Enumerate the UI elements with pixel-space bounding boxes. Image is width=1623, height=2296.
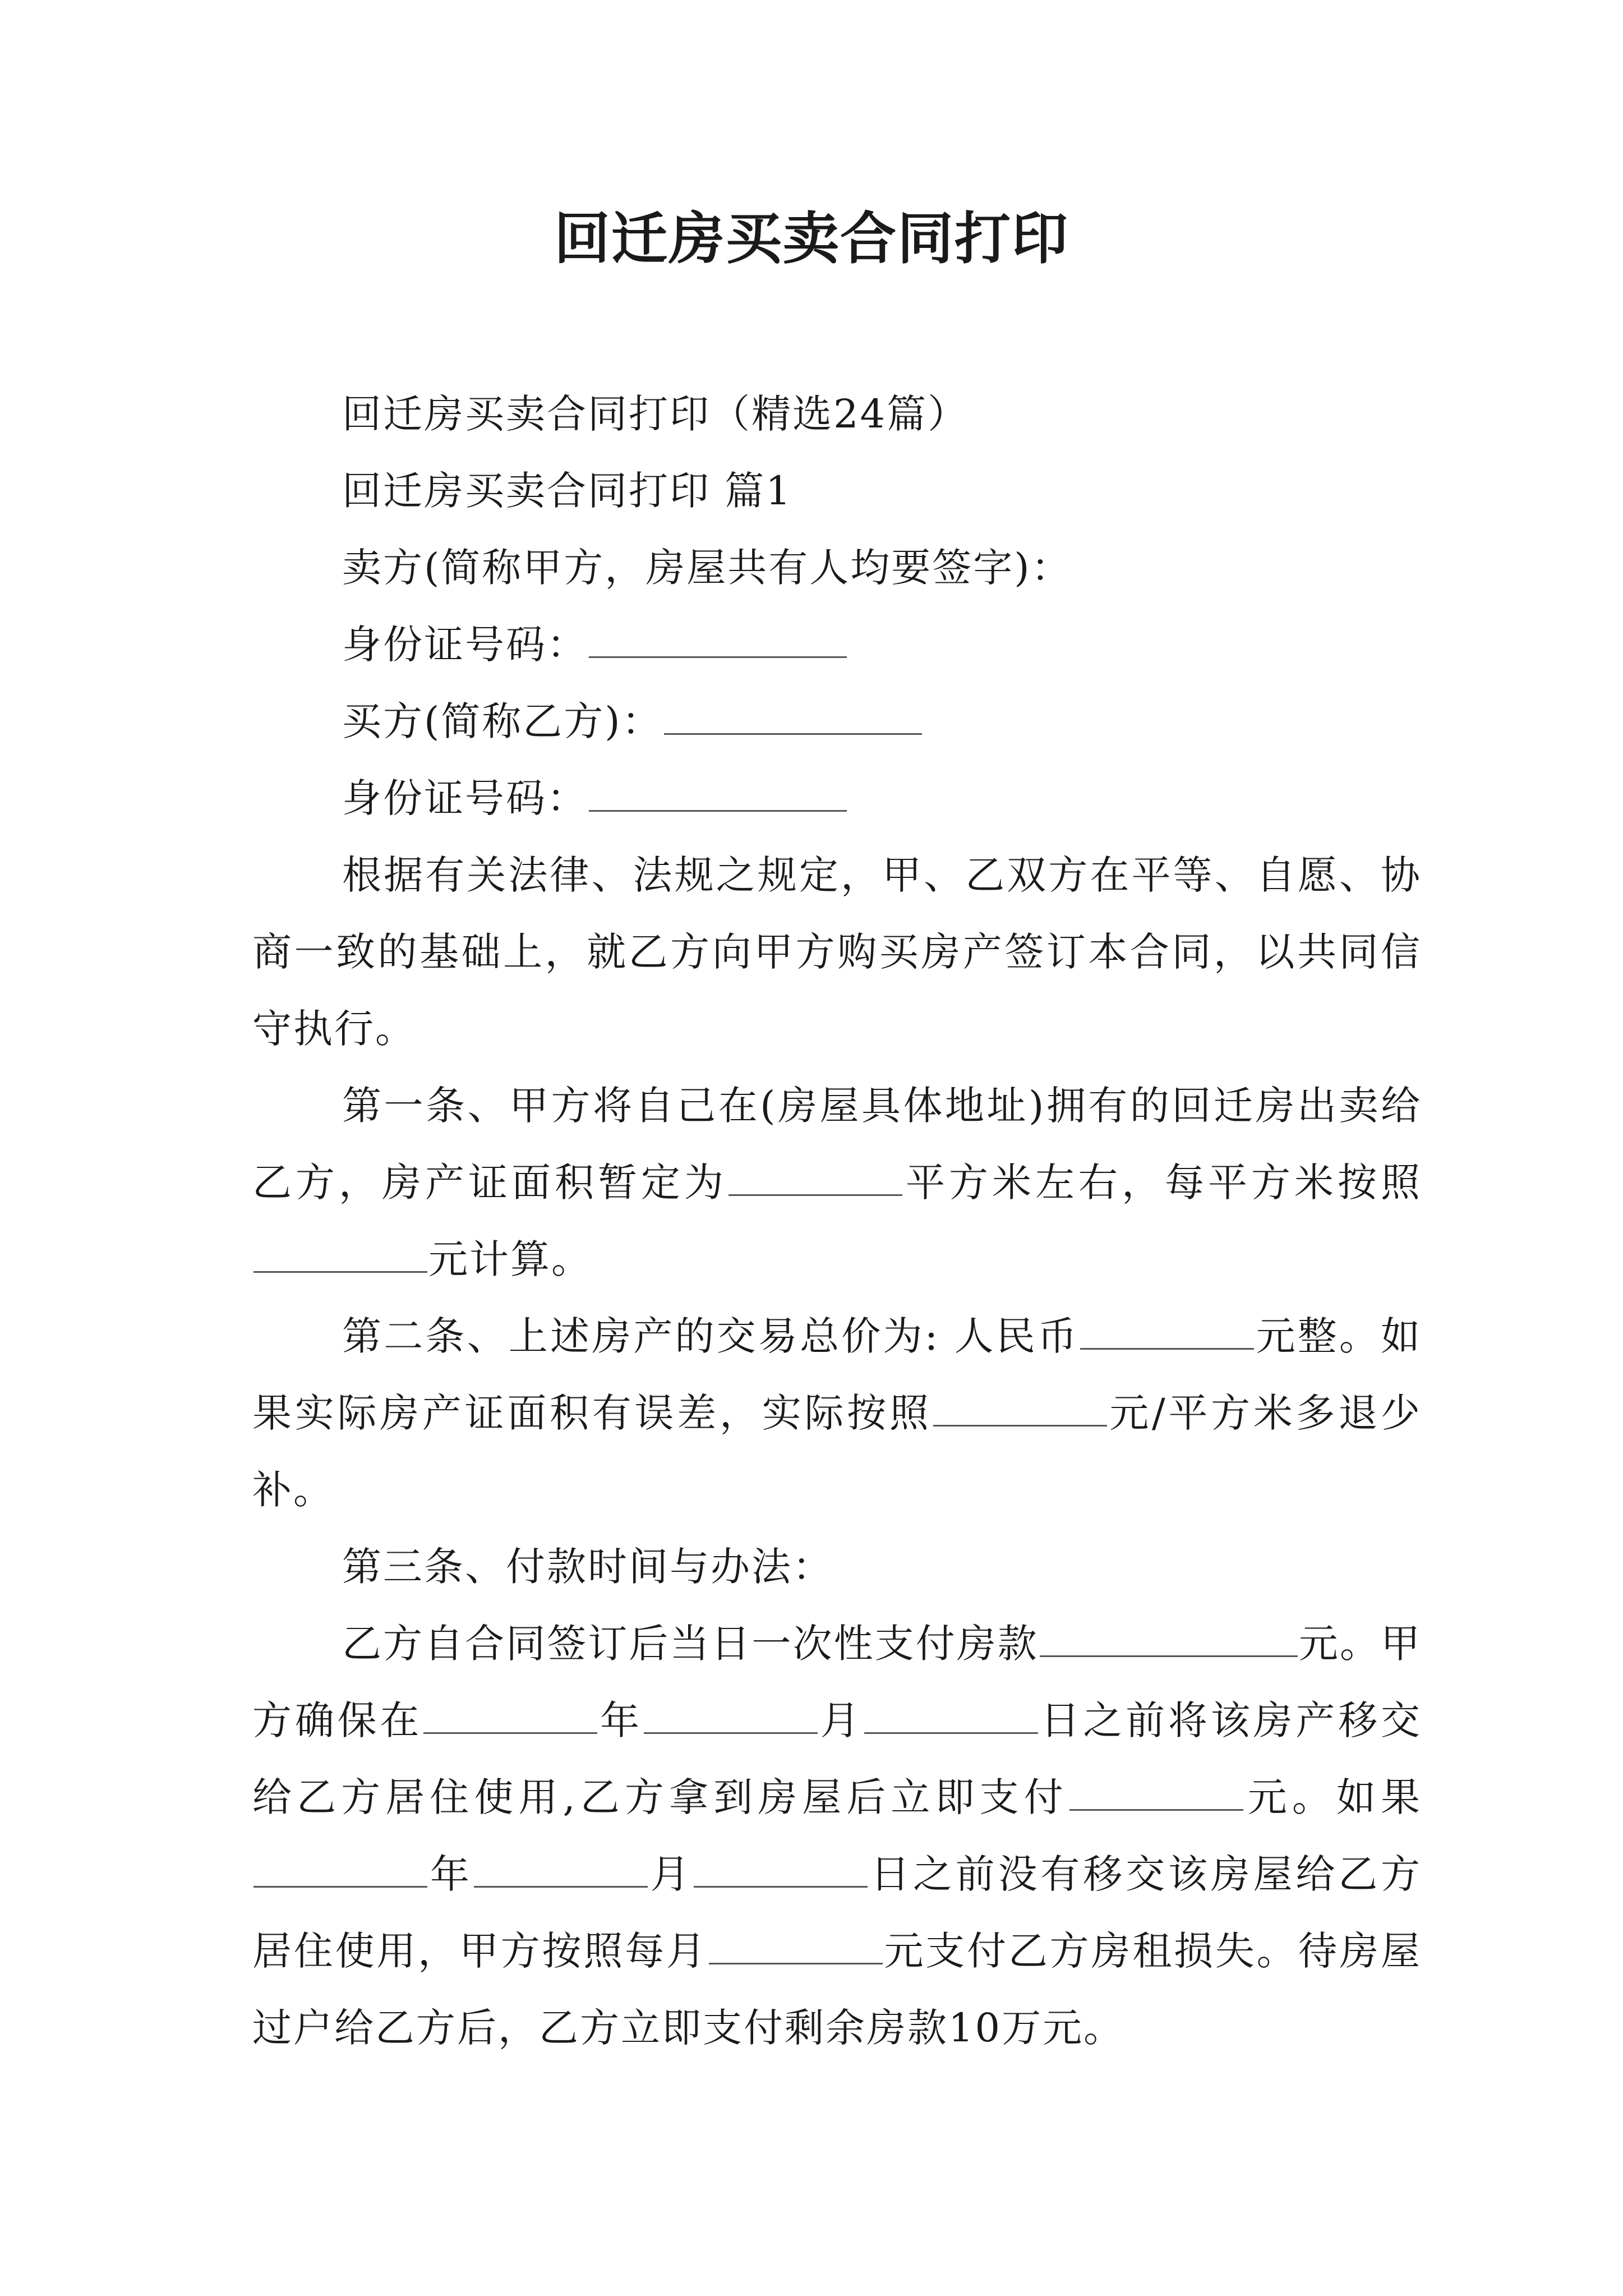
payment-text-e: 日之前将该房产移交给乙方居住使用,乙方拿到房屋后立即支付 xyxy=(252,1697,1422,1820)
handover-month-blank[interactable] xyxy=(644,1697,818,1734)
payment-text-a: 乙方自合同签订后当日一次性支付房款 xyxy=(342,1621,1039,1667)
article-2-text-b: 元整。如果实际房产证面积有误差，实际按照 xyxy=(252,1313,1422,1436)
payment-text-h: 月 xyxy=(648,1851,693,1897)
deadline-month-blank[interactable] xyxy=(474,1851,648,1888)
payment-text-i: 日之前没有移交该房屋给乙方居住使用，甲方按照每月 xyxy=(252,1851,1422,1974)
payment-text-f: 元。如果 xyxy=(1244,1774,1422,1820)
intro-paragraph: 根据有关法律、法规之规定，甲、乙双方在平等、自愿、协商一致的基础上，就乙方向甲方购买房产签订本合同，以共同信守执行。 xyxy=(252,852,1422,1052)
buyer-id-line xyxy=(252,760,1422,837)
payment-text-j: 元支付乙方房租损失。待房屋过户给乙方后，乙方立即支付剩余房款10万元。 xyxy=(252,1928,1422,2051)
payment-amount-blank[interactable] xyxy=(1040,1620,1298,1657)
seller-id-label: 身份证号码： xyxy=(342,622,588,668)
buyer-name-blank[interactable] xyxy=(664,698,922,735)
handover-day-blank[interactable] xyxy=(864,1697,1038,1734)
seller-line: 卖方(简称甲方，房屋共有人均要签字)： xyxy=(342,545,1072,591)
article-1-text-c: 元计算。 xyxy=(428,1236,592,1282)
article-2-paragraph xyxy=(252,1298,1422,1529)
payment-text-b: 元。甲方确保在 xyxy=(252,1621,1422,1743)
payment-paragraph xyxy=(252,1605,1422,2067)
payment-text-g: 年 xyxy=(428,1851,473,1897)
buyer-id-label: 身份证号码： xyxy=(342,775,588,821)
adjust-price-blank[interactable] xyxy=(933,1389,1107,1427)
monthly-rent-blank[interactable] xyxy=(709,1927,883,1964)
seller-id-blank[interactable] xyxy=(589,621,847,658)
total-price-blank[interactable] xyxy=(1080,1313,1254,1350)
payment-text-d: 月 xyxy=(818,1697,863,1743)
subtitle-line: 回迁房买卖合同打印（精选24篇） xyxy=(342,391,969,437)
article-1-text-b: 平方米左右，每平方米按照 xyxy=(903,1159,1422,1205)
buyer-line xyxy=(252,683,1422,760)
article-3-heading: 第三条、付款时间与办法： xyxy=(342,1544,833,1590)
article-2-text-a: 第二条、上述房产的交易总价为: 人民币 xyxy=(342,1313,1080,1359)
seller-id-line xyxy=(252,606,1422,683)
payment-text-c: 年 xyxy=(598,1697,643,1743)
buyer-id-blank[interactable] xyxy=(589,775,847,812)
document-title: 回迁房买卖合同打印 xyxy=(554,205,1069,272)
second-payment-blank[interactable] xyxy=(1069,1774,1243,1811)
article-2-text-c: 元/平方米多退少补。 xyxy=(252,1390,1422,1513)
article-1-text-a: 第一条、甲方将自己在(房屋具体地址)拥有的回迁房出卖给乙方，房产证面积暂定为 xyxy=(252,1083,1422,1205)
document-body xyxy=(252,376,1422,2067)
buyer-label: 买方(简称乙方)： xyxy=(342,698,663,744)
handover-year-blank[interactable] xyxy=(423,1697,597,1734)
section-heading: 回迁房买卖合同打印 篇1 xyxy=(342,468,792,514)
article-1-paragraph xyxy=(252,1068,1422,1298)
deadline-day-blank[interactable] xyxy=(694,1851,868,1888)
area-blank[interactable] xyxy=(728,1159,902,1196)
unit-price-blank[interactable] xyxy=(253,1236,427,1273)
deadline-year-blank[interactable] xyxy=(253,1851,427,1888)
